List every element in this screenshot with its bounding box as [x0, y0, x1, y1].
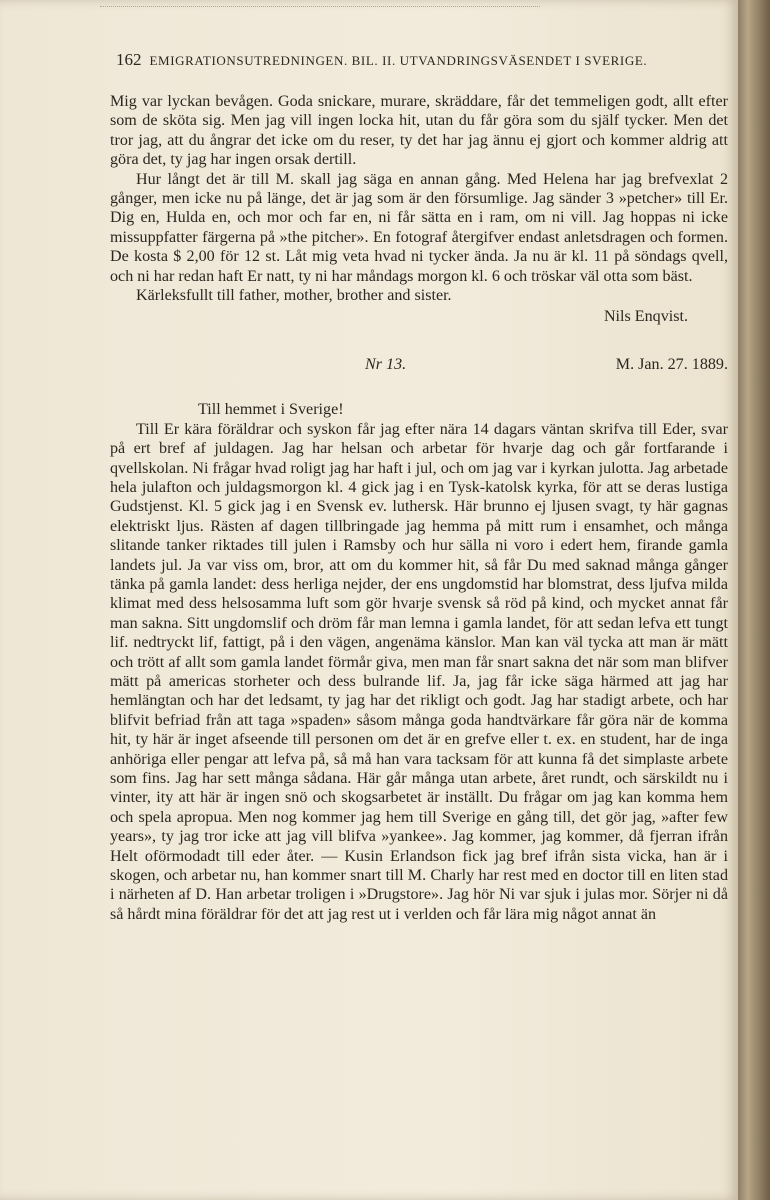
text-body — [110, 92, 728, 924]
letter-place-date: M. Jan. 27. 1889. — [615, 355, 728, 373]
running-title: EMIGRATIONSUTREDNINGEN. BIL. II. UTVANDRINGSVÄSENDET I SVERIGE. — [149, 53, 648, 68]
letter-heading — [110, 355, 728, 374]
running-header — [116, 50, 726, 70]
paragraph: Till Er kära föräldrar och syskon får jag efter nära 14 dagars väntan skrifva till Eder, svar på ert bref af juldagen. Jag har helsan och arbetar för hvarje dag och går fortfarande i qvellskolan. Ni frågar hvad roligt jag har haft i jul, och om jag var i kyrkan julotta. Jag arbetade hela julafton och juldagsmorgon kl. 4 gick jag i en Tysk-katolsk kyrka, för att se deras lustiga Gudstjenst. Kl. 5 gick jag i en Svensk ev. luthersk. Här brunno ej ljusen svagt, ty här gagnas elektriskt ljus. Rästen af dagen tillbringade jag hemma på mitt rum i ensamhet, och många slitande tanker riktades till julen i Ramsby och hur sälla ni voro i edert hem, firande gamla landets jul. Ja var viss om, bror, att om du kommer hit, så får Du med saknad många gånger tänka på gamla landet: dess herliga nejder, der ens ungdomstid har blomstrat, dess ljufva milda klimat med dess helsosamma luft som gör hvarje svensk så röd på kind, och mycket annat får man sakna. Sitt ungdomslif och dröm får man lemna i gamla landet, för att sedan lefva ett tungt lif. nedtryckt lif, fattigt, på i den vägen, angenäma känslor. Man kan väl tycka att man är mätt och trött af allt som gamla landet förmår giva, men man får snart sakna det när som man blifver mätt på americas storheter och dess bulrande lif. Ja, jag får icke säga härmed att jag har hemlängtan och har det ledsamt, ty jag har det rikligt och godt. Jag har stadigt arbete, och har blifvit befriad från att taga »spaden» såsom många goda handtvärkare får göra när de komma hit, ty här är inget afseende till personen om det är en grefve eller t. ex. en student, har de inga anhöriga eller pengar att lefva på, så må han vara tacksam för att kunna få det simplaste arbete som fins. Jag har sett många sådana. Här går många utan arbete, året rundt, och särskildt nu i vinter, ity att här är ingen snö och skogsarbetet är inställt. Du frågar om jag kan komma hem och spela apropua. Men nog kommer jag hem till Sverige en gång till, det gör jag, »after few years», ty jag tror icke att jag vill blifva »yankee». Jag kommer, jag kommer, då fjerran ifrån Helt oförmodadt till eder åter. — Kusin Erlandson fick jag bref ifrån sista vicka, han är i skogen, och arbetar nu, han kommer snart till M. Charly har rest med en doctor till en liten stad i närheten af D. Han arbetar troligen i »Drugstore». Jag hör Ni var sjuk i julas mor. Sörjer ni då så hårdt mina föräldrar för det att jag rest ut i verlden och får lära mig något annat än — [110, 420, 728, 923]
top-dotted-rule — [100, 6, 540, 9]
letter-greeting: Till hemmet i Sverige! — [198, 401, 344, 419]
letter-number: Nr 13. — [365, 355, 407, 373]
page-number: 162 — [116, 50, 142, 69]
paragraph: Kärleksfullt till father, mother, brother and sister. — [136, 287, 452, 305]
paragraph: Mig var lyckan bevågen. Goda snickare, murare, skräddare, får det temmeligen godt, allt efter som de sköta sig. Men jag vill ingen locka hit, utan du får göra som du själf tycker. Men det tror jag, att du ångrar det icke om du reser, ty det har jag ännu ej gjort och kommer aldrig att göra det, ty jag har ingen orsak dertill. — [110, 93, 728, 169]
signature: Nils Enqvist. — [603, 308, 688, 326]
page-edge-shadow — [738, 0, 770, 1200]
paragraph: Hur långt det är till M. skall jag säga en annan gång. Med Helena har jag brefvexlat 2 gånger, men icke nu på länge, det är jag som är den försumlige. Jag sänder 3 »petcher» till Er. Dig en, Hulda en, och mor och far en, ni får sätta en i ram, om ni vill. Jag hoppas ni icke missuppfatter färgerna på »the pitcher». En fotograf återgifver endast anletsdragen och formen. De kosta $ 2,00 för 12 st. Låt mig veta hvad ni tycker ända. Ja nu är kl. 11 på söndags qvell, och ni har redan haft Er natt, ty ni har måndags morgon kl. 6 och tröskar väl otta som bäst. — [110, 170, 728, 285]
